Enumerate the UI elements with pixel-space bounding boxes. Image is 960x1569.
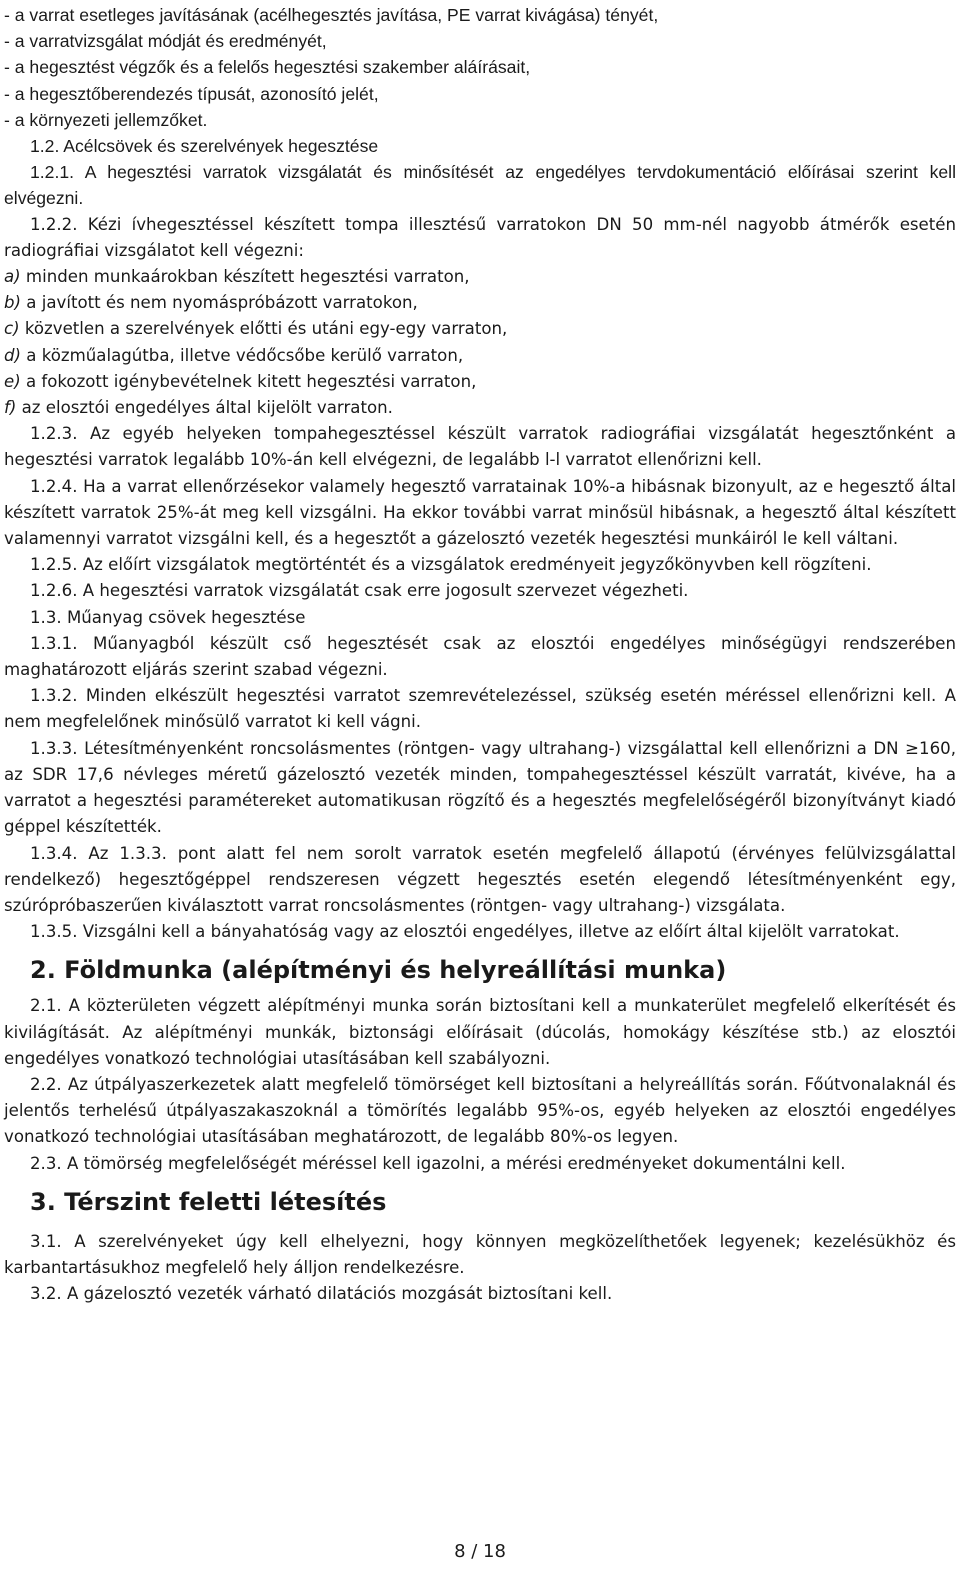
list-item — [4, 343, 956, 369]
list-item: - a hegesztést végzők és a felelős hegesztési szakember aláírásait, — [4, 57, 531, 78]
page-content — [4, 2, 956, 1307]
paragraph-2-2: 2.2. Az útpályaszerkezetek alatt megfelelő tömörséget kell biztosítani a helyreállítás során. Főútvonalaknál és jelentős terhelésű útpályaszakaszoknál a tömörítés legalább 95%-os, egyéb helyeken az elosztói engedélyes vonatkozó technológiai utasításában meghatározott, de legalább 80%-os legyen. — [4, 1074, 956, 1147]
item-text: a közműalagútba, illetve védőcsőbe kerülő varraton, — [21, 345, 464, 365]
section-title-1-2: 1.2. Acélcsövek és szerelvények hegesztése — [30, 136, 379, 157]
list-item: - a hegesztőberendezés típusát, azonosító jelét, — [4, 83, 379, 104]
paragraph-1-3-5: 1.3.5. Vizsgálni kell a bányahatóság vagy az elosztói engedélyes, illetve az előírt által kijelölt varratokat. — [30, 922, 900, 942]
list-item — [4, 264, 956, 290]
paragraph-1-2-1: 1.2.1. A hegesztési varratok vizsgálatát és minősítését az engedélyes tervdokumentáció előírásai szerint kell elvégezni. — [4, 162, 956, 209]
paragraph-3-1: 3.1. A szerelvényeket úgy kell elhelyezni, hogy könnyen megközelíthetőek legyenek; kezelésükhöz és karbantartásukhoz megfelelő hely álljon rendelkezésre. — [4, 1231, 956, 1277]
item-letter: b) — [4, 293, 22, 313]
section-heading-3: 3. Térszint feletti létesítés — [30, 1187, 387, 1216]
list-item — [4, 316, 956, 342]
list-item: - a környezeti jellemzőket. — [4, 109, 208, 130]
section-heading-2: 2. Földmunka (alépítményi és helyreállítási munka) — [30, 956, 727, 985]
paragraph-1-2-4: 1.2.4. Ha a varrat ellenőrzésekor valamely hegesztő varratainak 10%-a hibásnak bizonyult, az e hegesztő által készített varratok 25%-át meg kell vizsgálni. Ha ekkor további varrat minősül hibásnak, a hegesztő által készített valamennyi varratot vizsgálni kell, és a hegesztőt a gázelosztó vezeték hegesztési munkáiról le kell váltani. — [4, 476, 956, 549]
list-item — [4, 290, 956, 316]
item-text: a fokozott igénybevételnek kitett hegesztési varraton, — [20, 371, 477, 391]
paragraph-1-3-4: 1.3.4. Az 1.3.3. pont alatt fel nem sorolt varratok esetén megfelelő állapotú (érvényes felülvizsgálattal rendelkező) hegesztőgéppel rendszeresen végzett hegesztés esetén elegendő létesítményenként egy, szúrópróbaszerűen kiválasztott varrat roncsolásmentes (röntgen- vagy ultrahang-) vizsgálata. — [4, 843, 956, 915]
item-text: minden munkaárokban készített hegesztési varraton, — [20, 267, 470, 287]
paragraph-2-3: 2.3. A tömörség megfelelőségét méréssel kell igazolni, a mérési eredményeket dokumentálni kell. — [30, 1153, 846, 1173]
list-item: - a varrat esetleges javításának (acélhegesztés javítása, PE varrat kivágása) tényét, — [4, 5, 659, 25]
item-text: a javított és nem nyomáspróbázott varratokon, — [21, 293, 418, 313]
section-title-1-3: 1.3. Műanyag csövek hegesztése — [30, 607, 306, 627]
page-number: 8 / 18 — [454, 1541, 506, 1562]
item-letter: a) — [4, 267, 21, 287]
item-text: az elosztói engedélyes által kijelölt varraton. — [16, 398, 393, 418]
paragraph-1-2-3: 1.2.3. Az egyéb helyeken tompahegesztéssel készült varratok radiográfiai vizsgálatát hegesztőnként a hegesztési varratok legalább 10%-án kell elvégezni, de legalább l-l varratot ellenőrizni kell. — [4, 424, 956, 470]
paragraph-1-3-1: 1.3.1. Műanyagból készült cső hegesztését csak az elosztói engedélyes minőségügyi rendszerében maghatározott eljárás szerint szabad végezni. — [4, 633, 956, 680]
list-item — [4, 369, 956, 395]
paragraph-1-3-2: 1.3.2. Minden elkészült hegesztési varratot szemrevételezéssel, szükség esetén méréssel ellenőrizni kell. A nem megfelelőnek minősülő varratot ki kell vágni. — [4, 686, 956, 732]
item-text: közvetlen a szerelvények előtti és utáni egy-egy varraton, — [19, 319, 508, 339]
paragraph-3-2: 3.2. A gázelosztó vezeték várható dilatációs mozgását biztosítani kell. — [30, 1284, 613, 1304]
paragraph-2-1: 2.1. A közterületen végzett alépítményi munka során biztosítani kell a munkaterület megfelelő elkerítését és kivilágítását. Az alépítményi munkák, biztonsági előírásait (dúcolás, homokágy készítése stb.) az elosztói engedélyes vonatkozó technológiai utasításában kell szabályozni. — [4, 996, 956, 1068]
item-letter: f) — [4, 398, 17, 418]
paragraph-1-2-5: 1.2.5. Az előírt vizsgálatok megtörténtét és a vizsgálatok eredményeit jegyzőkönyvben kell rögzíteni. — [30, 555, 872, 575]
item-letter: e) — [4, 371, 21, 391]
item-letter: c) — [4, 319, 20, 339]
item-letter: d) — [4, 345, 22, 365]
paragraph-1-2-2: 1.2.2. Kézi ívhegesztéssel készített tompa illesztésű varratokon DN 50 mm-nél nagyobb átmérők esetén radiográfiai vizsgálatot kell végezni: — [4, 214, 956, 260]
list-item — [4, 395, 956, 421]
list-item: - a varratvizsgálat módját és eredményét, — [4, 31, 327, 52]
paragraph-1-2-6: 1.2.6. A hegesztési varratok vizsgálatát csak erre jogosult szervezet végezheti. — [30, 581, 689, 601]
paragraph-1-3-3: 1.3.3. Létesítményenként roncsolásmentes (röntgen- vagy ultrahang-) vizsgálattal kell ellenőrizni a DN ≥160, az SDR 17,6 névleges méretű gázelosztó vezeték minden, tompahegesztéssel készült varratát, kivéve, ha a varratot a hegesztési paramétereket automatikusan rögzítő és a hegesztés megfelelőségéről bizonyítványt kiadó géppel készítették. — [4, 738, 956, 837]
